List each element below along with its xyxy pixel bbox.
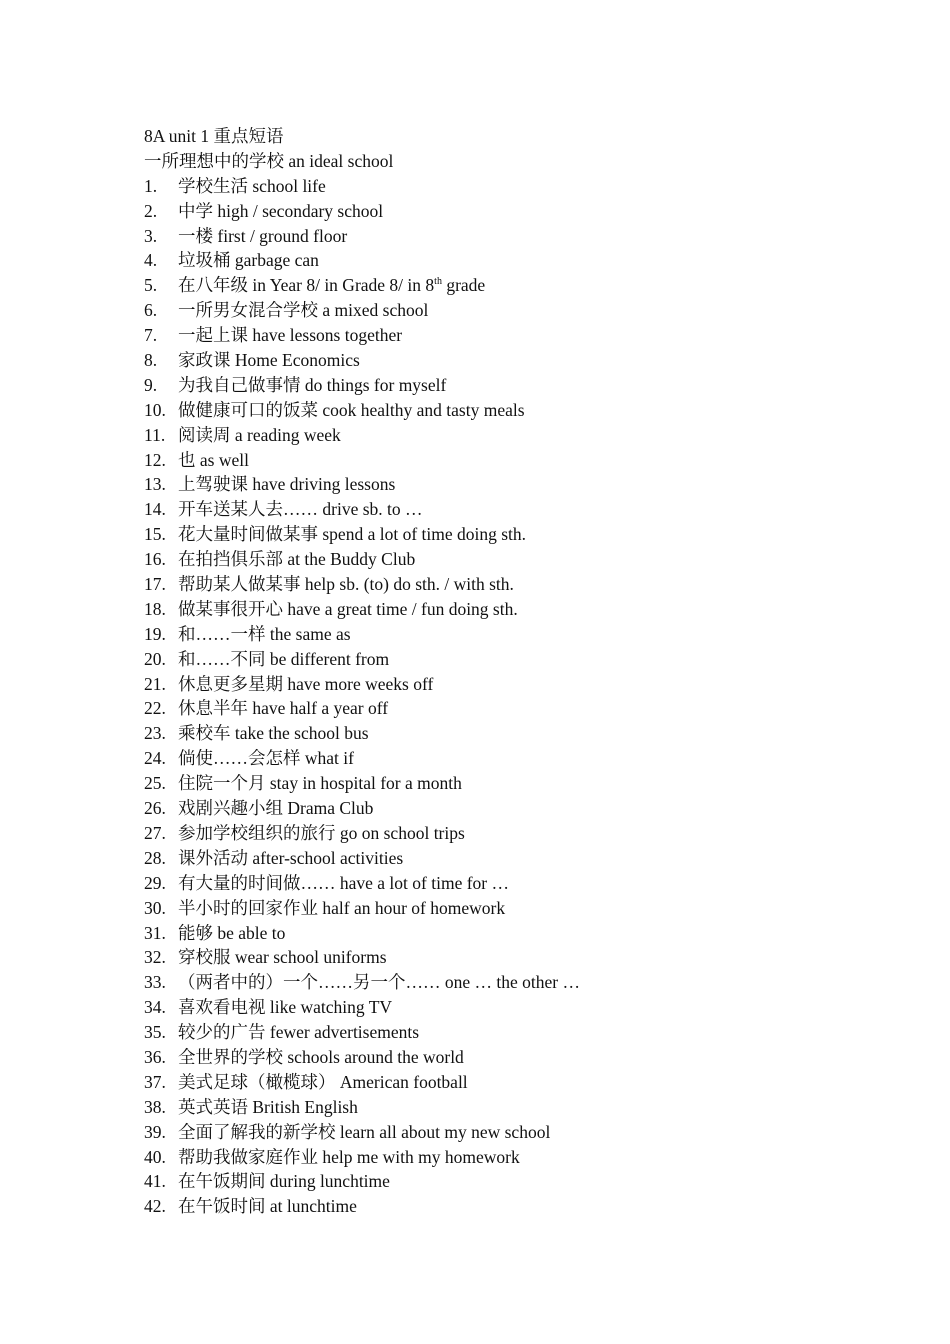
list-item bbox=[144, 348, 864, 373]
document-body bbox=[144, 124, 864, 1219]
list-item-text bbox=[178, 746, 354, 771]
list-item-text bbox=[178, 597, 518, 622]
list-item bbox=[144, 771, 864, 796]
list-item bbox=[144, 273, 864, 298]
list-item-phrase: 倘使……会怎样 what if bbox=[178, 748, 354, 769]
list-item-number: 6. bbox=[144, 300, 158, 321]
list-item-phrase: 开车送某人去…… drive sb. to … bbox=[178, 499, 423, 520]
list-item-text bbox=[178, 721, 369, 746]
list-item-text bbox=[178, 622, 351, 647]
list-item-phrase: 英式英语 British English bbox=[178, 1096, 358, 1117]
list-item-phrase: 喜欢看电视 like watching TV bbox=[178, 997, 393, 1018]
list-item-text bbox=[178, 522, 526, 547]
list-item-text bbox=[178, 1045, 464, 1070]
list-item-number: 27. bbox=[144, 822, 166, 843]
list-item-phrase: 课外活动 after-school activities bbox=[178, 847, 404, 868]
list-item bbox=[144, 323, 864, 348]
list-item-number: 30. bbox=[144, 897, 166, 918]
list-item bbox=[144, 597, 864, 622]
list-item-phrase: 学校生活 school life bbox=[178, 175, 326, 196]
list-item-text bbox=[178, 373, 446, 398]
list-item bbox=[144, 821, 864, 846]
list-item-number: 7. bbox=[144, 325, 158, 346]
list-item-text bbox=[178, 1194, 357, 1219]
list-item-text bbox=[178, 1020, 419, 1045]
list-item-number: 4. bbox=[144, 250, 158, 271]
list-item-number: 25. bbox=[144, 773, 166, 794]
list-item-phrase: 住院一个月 stay in hospital for a month bbox=[178, 773, 462, 794]
list-item-text bbox=[178, 672, 433, 697]
list-item bbox=[144, 1120, 864, 1145]
list-item-phrase: 帮助我做家庭作业 help me with my homework bbox=[178, 1146, 520, 1167]
list-item-number: 22. bbox=[144, 698, 166, 719]
list-item-phrase: （两者中的）一个……另一个…… one … the other … bbox=[178, 972, 580, 993]
list-item-number: 14. bbox=[144, 499, 166, 520]
list-item-number: 10. bbox=[144, 399, 166, 420]
list-item bbox=[144, 1095, 864, 1120]
list-item bbox=[144, 497, 864, 522]
list-item-number: 34. bbox=[144, 997, 166, 1018]
list-item bbox=[144, 224, 864, 249]
list-item-text bbox=[178, 696, 388, 721]
list-item bbox=[144, 1194, 864, 1219]
list-item bbox=[144, 846, 864, 871]
list-item bbox=[144, 921, 864, 946]
list-item-phrase: 一楼 first / ground floor bbox=[178, 225, 348, 246]
list-item-number: 29. bbox=[144, 872, 166, 893]
list-item-phrase: 做某事很开心 have a great time / fun doing sth. bbox=[178, 598, 518, 619]
list-item-number: 23. bbox=[144, 723, 166, 744]
list-item-text bbox=[178, 846, 403, 871]
list-item-phrase: 能够 be able to bbox=[178, 922, 286, 943]
list-item-text bbox=[178, 398, 525, 423]
list-item-text bbox=[178, 796, 373, 821]
list-item-phrase: 有大量的时间做…… have a lot of time for … bbox=[178, 872, 509, 893]
list-item-text bbox=[178, 298, 428, 323]
list-item bbox=[144, 373, 864, 398]
list-item-phrase-continued: grade bbox=[441, 275, 486, 296]
list-item-number: 39. bbox=[144, 1121, 166, 1142]
list-item bbox=[144, 547, 864, 572]
list-item-phrase: 中学 high / secondary school bbox=[178, 200, 384, 221]
list-item bbox=[144, 448, 864, 473]
list-item-number: 24. bbox=[144, 748, 166, 769]
list-item-number: 38. bbox=[144, 1096, 166, 1117]
list-item bbox=[144, 423, 864, 448]
list-item-phrase: 和……一样 the same as bbox=[178, 623, 351, 644]
list-item-text bbox=[178, 821, 465, 846]
list-item-text bbox=[178, 945, 387, 970]
list-item-text bbox=[178, 896, 505, 921]
list-item-phrase: 帮助某人做某事 help sb. (to) do sth. / with sth. bbox=[178, 574, 514, 595]
list-item-number: 17. bbox=[144, 574, 166, 595]
list-item bbox=[144, 298, 864, 323]
list-item-number: 42. bbox=[144, 1196, 166, 1217]
list-item bbox=[144, 696, 864, 721]
list-item-phrase: 花大量时间做某事 spend a lot of time doing sth. bbox=[178, 524, 527, 545]
document-title: 8A unit 1 重点短语 bbox=[144, 126, 284, 146]
list-item-phrase: 在八年级 in Year 8/ in Grade 8/ in 8 bbox=[178, 275, 435, 296]
list-item bbox=[144, 672, 864, 697]
list-item-phrase: 一所男女混合学校 a mixed school bbox=[178, 300, 429, 321]
ordinal-superscript: th bbox=[434, 276, 442, 288]
list-item-text bbox=[178, 174, 326, 199]
list-item-number: 26. bbox=[144, 798, 166, 819]
list-item-phrase: 戏剧兴趣小组 Drama Club bbox=[178, 798, 374, 819]
list-item bbox=[144, 398, 864, 423]
list-item-number: 16. bbox=[144, 549, 166, 570]
list-item-phrase: 全面了解我的新学校 learn all about my new school bbox=[178, 1121, 551, 1142]
list-item-phrase: 家政课 Home Economics bbox=[178, 350, 360, 371]
list-item-phrase: 全世界的学校 schools around the world bbox=[178, 1046, 464, 1067]
list-item bbox=[144, 1145, 864, 1170]
list-item-number: 31. bbox=[144, 922, 166, 943]
list-item-number: 12. bbox=[144, 449, 166, 470]
list-item-phrase: 美式足球（橄榄球） American football bbox=[178, 1071, 468, 1092]
list-item-number: 35. bbox=[144, 1022, 166, 1043]
list-item-text bbox=[178, 871, 509, 896]
document-subtitle: 一所理想中的学校 an ideal school bbox=[144, 150, 394, 171]
list-item-phrase: 垃圾桶 garbage can bbox=[178, 250, 319, 271]
list-item-number: 28. bbox=[144, 847, 166, 868]
list-item bbox=[144, 1169, 864, 1194]
list-item-text bbox=[178, 1169, 390, 1194]
list-item-text bbox=[178, 921, 285, 946]
list-item-phrase: 也 as well bbox=[178, 449, 249, 470]
list-item-text bbox=[178, 497, 423, 522]
list-item-number: 3. bbox=[144, 225, 158, 246]
list-item bbox=[144, 1020, 864, 1045]
list-item bbox=[144, 622, 864, 647]
list-item-number: 20. bbox=[144, 648, 166, 669]
list-item-phrase: 在午饭期间 during lunchtime bbox=[178, 1171, 390, 1192]
list-item-text bbox=[178, 448, 249, 473]
list-item bbox=[144, 871, 864, 896]
list-item bbox=[144, 1070, 864, 1095]
list-item-text bbox=[178, 472, 395, 497]
list-item-phrase: 乘校车 take the school bus bbox=[178, 723, 369, 744]
list-item-number: 40. bbox=[144, 1146, 166, 1167]
list-item bbox=[144, 522, 864, 547]
list-item-number: 32. bbox=[144, 947, 166, 968]
list-item-text bbox=[178, 572, 514, 597]
list-item bbox=[144, 896, 864, 921]
list-item-phrase: 休息更多星期 have more weeks off bbox=[178, 673, 434, 694]
list-item-number: 13. bbox=[144, 474, 166, 495]
list-item-text bbox=[178, 1095, 358, 1120]
list-item-text bbox=[178, 1145, 520, 1170]
list-item-number: 11. bbox=[144, 424, 166, 445]
list-item-text bbox=[178, 248, 319, 273]
list-item-text bbox=[178, 647, 389, 672]
list-item-phrase: 做健康可口的饭菜 cook healthy and tasty meals bbox=[178, 399, 525, 420]
list-item-phrase: 一起上课 have lessons together bbox=[178, 325, 403, 346]
list-item-text bbox=[178, 1120, 550, 1145]
list-item-text bbox=[178, 1070, 468, 1095]
list-item-text bbox=[178, 970, 580, 995]
list-item bbox=[144, 647, 864, 672]
list-item-number: 9. bbox=[144, 374, 158, 395]
list-item bbox=[144, 746, 864, 771]
list-item bbox=[144, 199, 864, 224]
list-item bbox=[144, 721, 864, 746]
list-item-number: 37. bbox=[144, 1071, 166, 1092]
list-item-number: 5. bbox=[144, 275, 158, 296]
list-item-number: 21. bbox=[144, 673, 166, 694]
list-item bbox=[144, 472, 864, 497]
list-item-text bbox=[178, 995, 392, 1020]
list-item-phrase: 休息半年 have half a year off bbox=[178, 698, 389, 719]
list-item bbox=[144, 174, 864, 199]
list-item-number: 19. bbox=[144, 623, 166, 644]
list-item-number: 18. bbox=[144, 598, 166, 619]
list-item-number: 8. bbox=[144, 350, 158, 371]
list-item-phrase: 在午饭时间 at lunchtime bbox=[178, 1196, 357, 1217]
list-item-phrase: 阅读周 a reading week bbox=[178, 424, 341, 445]
list-item bbox=[144, 796, 864, 821]
list-item bbox=[144, 1045, 864, 1070]
list-item-phrase: 上驾驶课 have driving lessons bbox=[178, 474, 396, 495]
list-item bbox=[144, 995, 864, 1020]
phrase-list bbox=[144, 174, 864, 1219]
list-item bbox=[144, 970, 864, 995]
list-item bbox=[144, 572, 864, 597]
list-item-text bbox=[178, 771, 462, 796]
list-item-phrase: 参加学校组织的旅行 go on school trips bbox=[178, 822, 465, 843]
list-item bbox=[144, 248, 864, 273]
list-item-text bbox=[178, 199, 383, 224]
list-item-number: 1. bbox=[144, 175, 158, 196]
list-item-number: 2. bbox=[144, 200, 158, 221]
list-item-text bbox=[178, 547, 415, 572]
list-item-number: 15. bbox=[144, 524, 166, 545]
list-item-text bbox=[178, 423, 341, 448]
list-item-number: 41. bbox=[144, 1171, 166, 1192]
list-item-phrase: 半小时的回家作业 half an hour of homework bbox=[178, 897, 506, 918]
list-item bbox=[144, 945, 864, 970]
list-item-text bbox=[178, 224, 347, 249]
list-item-number: 36. bbox=[144, 1046, 166, 1067]
list-item-phrase: 在拍挡俱乐部 at the Buddy Club bbox=[178, 549, 416, 570]
list-item-phrase: 较少的广告 fewer advertisements bbox=[178, 1022, 420, 1043]
list-item-phrase: 穿校服 wear school uniforms bbox=[178, 947, 387, 968]
list-item-phrase: 和……不同 be different from bbox=[178, 648, 390, 669]
list-item-text bbox=[178, 348, 360, 373]
list-item-text bbox=[178, 323, 402, 348]
list-item-text bbox=[178, 273, 485, 298]
list-item-phrase: 为我自己做事情 do things for myself bbox=[178, 374, 447, 395]
list-item-number: 33. bbox=[144, 972, 166, 993]
